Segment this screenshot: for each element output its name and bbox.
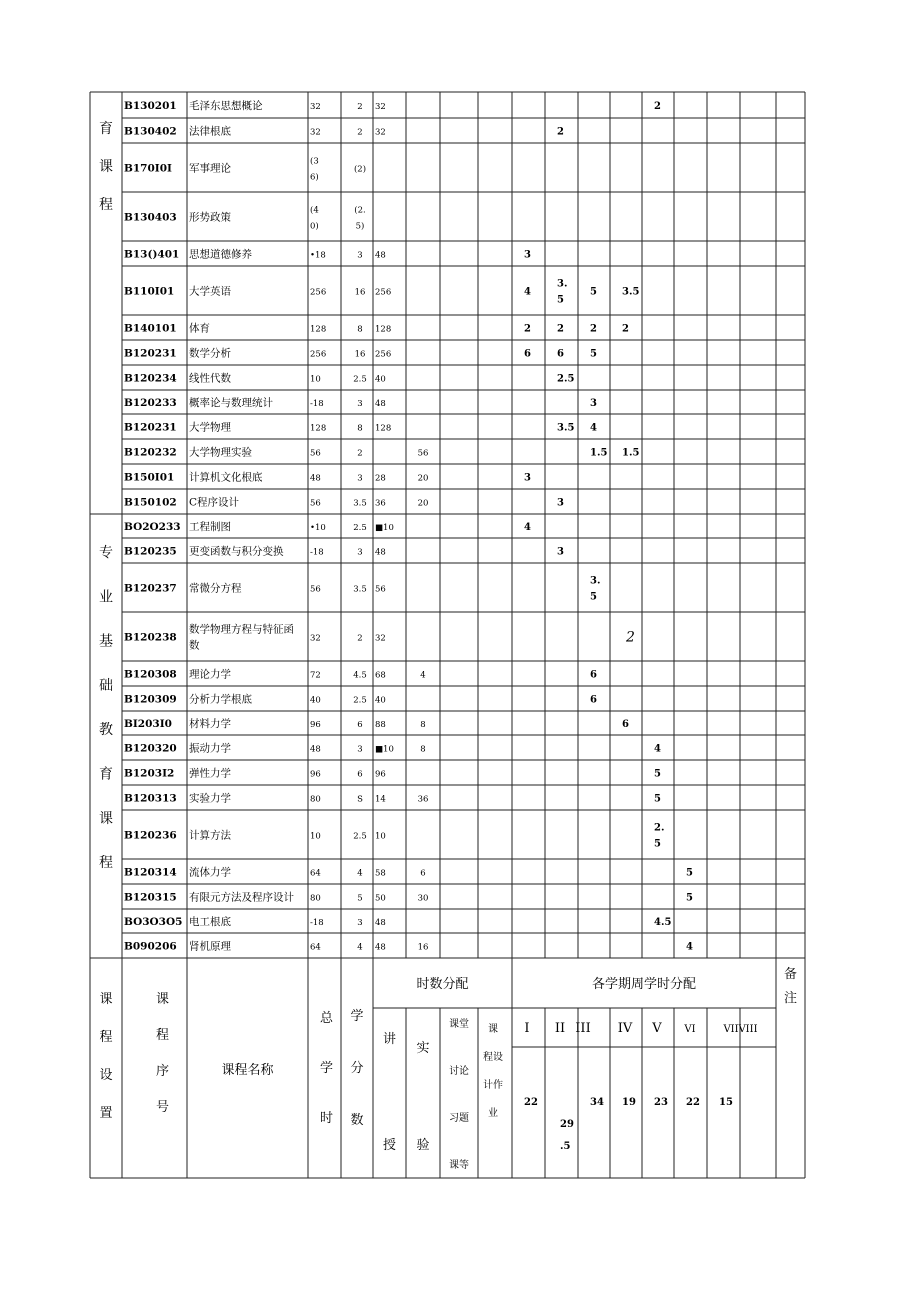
lecture-hours: 10	[375, 831, 386, 842]
total-hours: 6)	[310, 172, 319, 183]
total-hours: 56	[310, 498, 321, 509]
credits: 2.5	[353, 695, 367, 706]
course-code: B140101	[124, 322, 177, 335]
lecture-hours: 256	[375, 349, 392, 360]
semester-weeks: 22	[524, 1097, 538, 1108]
header-design-text: 程设	[483, 1052, 503, 1063]
header-design-text: 计作	[483, 1080, 503, 1091]
semester-hours: 3	[524, 249, 531, 261]
semester-hours: 2	[622, 323, 629, 335]
lecture-hours: 48	[375, 399, 386, 409]
semester-hours: 2	[557, 323, 564, 335]
section-label-char: 程	[99, 855, 113, 872]
lecture-hours: 32	[375, 127, 386, 138]
lab-hours: 16	[417, 942, 429, 953]
course-name: 计算方法	[189, 829, 231, 842]
total-hours: 128	[310, 324, 327, 335]
lecture-hours: 48	[375, 942, 386, 953]
total-hours: 32	[310, 102, 321, 112]
credits: 2	[357, 633, 363, 644]
lecture-hours: 36	[375, 498, 386, 509]
total-hours: 48	[310, 744, 321, 755]
header-design-text: 课	[488, 1024, 498, 1035]
semester-hours: 6	[557, 348, 564, 360]
credits: 3	[357, 250, 363, 261]
semester-hours: 5	[654, 838, 661, 850]
course-name: 理论力学	[189, 668, 231, 681]
total-hours: 56	[310, 448, 321, 459]
credits: 4.5	[353, 670, 367, 681]
total-hours: 32	[310, 127, 321, 138]
credits: 3	[357, 399, 363, 409]
lecture-hours: 28	[375, 473, 386, 484]
header-discussion-text: 课堂	[449, 1019, 469, 1030]
credits: 16	[354, 287, 366, 298]
header-total-hours-char: 学	[319, 1061, 334, 1076]
semester-hours: 4	[590, 422, 597, 434]
header-design-text: 业	[488, 1108, 498, 1119]
semester-hours: 4	[524, 286, 531, 298]
section-label-char: 业	[99, 589, 113, 606]
lecture-hours: 40	[375, 374, 386, 385]
semester-label: III	[575, 1021, 591, 1036]
credits: 2	[357, 127, 363, 138]
semester-label: VIII	[738, 1024, 758, 1035]
course-code: BO3O3O5	[124, 916, 183, 928]
course-code: B120237	[124, 582, 177, 595]
section-label-char: 础	[99, 677, 113, 694]
lecture-hours: 128	[375, 324, 392, 335]
semester-hours: 5	[590, 591, 597, 603]
total-hours: 10	[310, 374, 321, 385]
course-name: 有限元方法及程序设计	[189, 891, 294, 904]
course-name: 分析力学根底	[189, 693, 252, 706]
section-label-char: 课	[99, 810, 113, 827]
semester-hours: 6	[622, 719, 629, 730]
header-setting-char: 设	[99, 1068, 113, 1083]
header-name: 课程名称	[221, 1063, 274, 1078]
credits: 4	[357, 868, 363, 879]
header-code-char: 号	[155, 1100, 170, 1115]
credits: 2.5	[353, 374, 367, 385]
course-code: B120309	[124, 693, 177, 706]
semester-hours: 4.5	[654, 917, 672, 928]
course-name: 毛泽东思想概论	[189, 100, 263, 112]
course-code: B130201	[124, 100, 177, 112]
credits: (2)	[353, 164, 367, 175]
course-name: 振动力学	[189, 742, 231, 755]
semester-hours: 3	[557, 497, 564, 509]
lecture-hours: 68	[375, 670, 386, 681]
header-discussion-text: 课等	[449, 1160, 469, 1171]
semester-hours: 3.5	[557, 422, 575, 434]
course-code: B130402	[124, 125, 177, 138]
total-hours: 10	[310, 831, 321, 842]
lab-hours: 36	[417, 794, 429, 805]
header-total-hours-char: 时	[319, 1111, 334, 1126]
semester-hours: 5	[557, 294, 564, 306]
course-name: 工程制图	[189, 521, 231, 533]
course-name: 材料力学	[189, 718, 231, 730]
semester-hours: 3.	[557, 278, 568, 290]
course-name: 常微分方程	[189, 582, 242, 595]
lecture-hours: 32	[375, 633, 386, 644]
credits: 6	[357, 720, 363, 730]
section-label-char: 基	[99, 633, 113, 650]
lecture-hours: 32	[375, 102, 386, 112]
course-code: B130403	[124, 211, 177, 224]
course-code: B110I01	[124, 285, 175, 298]
total-hours: 96	[310, 720, 321, 730]
semester-weeks: 22	[686, 1097, 700, 1108]
total-hours: 0)	[310, 221, 319, 232]
header-code-char: 程	[155, 1028, 170, 1043]
course-code: B120232	[124, 446, 177, 459]
total-hours: •10	[310, 523, 326, 533]
course-code: B090206	[124, 940, 177, 953]
course-code: BI203I0	[124, 718, 172, 730]
lecture-hours: 96	[375, 769, 386, 780]
credits: 3	[357, 744, 363, 755]
lecture-hours: 256	[375, 287, 392, 298]
credits: 4	[357, 942, 363, 953]
course-code: B150102	[124, 496, 177, 509]
credits: 5)	[355, 221, 365, 232]
credits: 3	[357, 918, 363, 928]
course-code: B120234	[124, 372, 177, 385]
course-code: B120308	[124, 668, 177, 681]
lecture-hours: 56	[375, 584, 386, 595]
header-setting-char: 置	[99, 1106, 113, 1121]
header-credits-char: 学	[350, 1009, 364, 1024]
course-name: 数	[189, 639, 200, 652]
lecture-hours: 48	[375, 250, 386, 261]
semester-weeks: 29	[560, 1119, 574, 1130]
course-name: 大学物理实验	[189, 446, 252, 459]
semester-weeks: .5	[560, 1141, 571, 1152]
course-code: B120313	[124, 792, 177, 805]
total-hours: -18	[310, 399, 324, 409]
semester-hours: 6	[590, 694, 597, 706]
header-code-char: 课	[155, 992, 170, 1007]
lecture-hours: 50	[375, 893, 386, 904]
lecture-hours: 128	[375, 423, 392, 434]
course-code: B120235	[124, 545, 177, 558]
total-hours: 96	[310, 769, 321, 780]
semester-hours: 1.5	[590, 447, 608, 459]
header-hour-distribution: 时数分配	[416, 977, 469, 992]
semester-label: IV	[617, 1021, 633, 1036]
lab-hours: 4	[420, 670, 426, 681]
course-code: BO2O233	[124, 521, 181, 533]
section-label-char: 专	[99, 545, 113, 561]
header-discussion-text: 讨论	[449, 1066, 469, 1077]
header-total-hours-char: 总	[319, 1011, 334, 1026]
total-hours: 80	[310, 893, 321, 904]
course-name: C程序设计	[189, 496, 240, 509]
semester-hours: 5	[686, 892, 693, 904]
section-label-char: 课	[99, 159, 113, 175]
semester-weeks: 19	[622, 1097, 636, 1108]
total-hours: 256	[310, 349, 327, 360]
course-code: B120238	[124, 631, 177, 644]
course-code: B120231	[124, 421, 177, 434]
total-hours: 128	[310, 423, 327, 434]
credits: 3	[357, 547, 363, 558]
semester-hours: 2	[654, 101, 661, 112]
semester-label: I	[524, 1021, 530, 1036]
semester-hours: 2	[590, 323, 597, 335]
credits: 2	[357, 448, 363, 459]
credits: 8	[357, 324, 363, 335]
total-hours: 40	[310, 695, 321, 706]
semester-hours: 3	[524, 472, 531, 484]
lab-hours: 20	[417, 473, 429, 484]
course-code: B120233	[124, 397, 177, 409]
course-name: 形势政策	[189, 211, 231, 224]
semester-hours: 3.	[590, 575, 601, 587]
course-name: 更变函数与积分变换	[189, 545, 284, 558]
total-hours: (3	[310, 156, 319, 167]
course-code: B13()401	[124, 248, 180, 261]
semester-hours: 2	[626, 629, 635, 646]
section-label-char: 育	[99, 766, 113, 783]
credits: (2.	[354, 205, 366, 216]
header-discussion-text: 习题	[449, 1113, 469, 1124]
total-hours: 64	[310, 868, 321, 879]
section-label-char: 教	[99, 722, 113, 739]
semester-hours: 4	[654, 743, 661, 755]
course-name: 法律根底	[189, 125, 231, 138]
credits: 2	[357, 102, 363, 112]
semester-hours: 2	[524, 323, 531, 335]
credits: 3.5	[353, 498, 367, 509]
header-remarks-char: 注	[783, 991, 798, 1006]
course-code: B120315	[124, 891, 177, 904]
course-code: B120231	[124, 347, 177, 360]
semester-hours: 5	[590, 348, 597, 360]
semester-hours: 5	[654, 768, 661, 780]
course-name: 肾机原理	[189, 940, 231, 953]
lecture-hours: 48	[375, 918, 386, 928]
course-name: 体育	[189, 322, 210, 335]
course-name: 流体力学	[189, 866, 231, 879]
semester-hours: 5	[590, 286, 597, 298]
credits: S	[357, 794, 363, 805]
course-name: 计算机文化根底	[189, 471, 263, 484]
semester-hours: 3	[557, 546, 564, 558]
header-lecture-char: 讲	[382, 1032, 397, 1047]
course-name: 大学物理	[189, 421, 231, 434]
lecture-hours: ■10	[375, 744, 394, 755]
total-hours: -18	[310, 918, 324, 928]
header-setting-char: 程	[99, 1030, 113, 1045]
lab-hours: 56	[417, 448, 429, 459]
header-semester-distribution: 各学期周学时分配	[591, 977, 697, 992]
semester-hours: 1.5	[622, 447, 640, 459]
credits: 16	[354, 349, 366, 360]
semester-weeks: 15	[719, 1097, 733, 1108]
lecture-hours: 48	[375, 547, 386, 558]
semester-hours: 5	[686, 867, 693, 879]
header-code-char: 序	[155, 1064, 170, 1079]
course-name: 线性代数	[189, 372, 231, 385]
semester-hours: 4	[524, 522, 531, 533]
course-code: B120314	[124, 866, 177, 879]
semester-weeks: 23	[654, 1097, 668, 1108]
course-name: 数学物理方程与特征函	[189, 623, 294, 636]
course-code: B150I01	[124, 471, 175, 484]
lab-hours: 30	[417, 893, 429, 904]
lecture-hours: ■10	[375, 523, 394, 533]
credits: 8	[357, 423, 363, 434]
total-hours: 64	[310, 942, 321, 953]
credits: 3.5	[353, 584, 367, 595]
course-name: 军事理论	[189, 162, 231, 175]
semester-weeks: 34	[590, 1097, 604, 1108]
course-code: B170I0I	[124, 162, 172, 175]
course-code: B120236	[124, 829, 177, 842]
total-hours: (4	[310, 205, 319, 216]
lecture-hours: 58	[375, 868, 386, 879]
section-label-char: 育	[99, 121, 113, 137]
course-name: 大学英语	[189, 285, 231, 298]
lecture-hours: 14	[375, 794, 386, 805]
header-lecture-char: 授	[382, 1138, 397, 1153]
credits: 5	[357, 893, 363, 904]
total-hours: 72	[310, 670, 321, 681]
credits: 2.5	[353, 831, 367, 842]
course-name: 思想道德修养	[189, 248, 252, 261]
total-hours: 48	[310, 473, 321, 484]
total-hours: 80	[310, 794, 321, 805]
semester-hours: 6	[590, 669, 597, 681]
lab-hours: 6	[420, 868, 426, 879]
lab-hours: 8	[420, 744, 426, 755]
semester-label: VII	[723, 1024, 739, 1035]
lab-hours: 20	[417, 498, 429, 509]
course-name: 概率论与数理统计	[189, 397, 273, 409]
section-label-char: 程	[99, 197, 113, 213]
total-hours: -18	[310, 547, 324, 558]
total-hours: 32	[310, 633, 321, 644]
header-lab-char: 实	[416, 1041, 430, 1056]
course-code: B1203I2	[124, 767, 175, 780]
lecture-hours: 88	[375, 720, 386, 730]
header-remarks-char: 备	[783, 967, 798, 982]
header-credits-char: 数	[350, 1113, 364, 1128]
semester-label: II	[554, 1021, 566, 1036]
lab-hours: 8	[420, 720, 426, 730]
total-hours: 256	[310, 287, 327, 298]
course-name: 弹性力学	[189, 767, 231, 780]
semester-hours: 4	[686, 941, 693, 953]
semester-label: VI	[684, 1024, 696, 1035]
header-setting-char: 课	[99, 992, 113, 1007]
semester-hours: 6	[524, 348, 531, 360]
semester-hours: 3	[590, 398, 597, 409]
semester-hours: 5	[654, 793, 661, 805]
course-name: 实验力学	[189, 792, 231, 805]
header-credits-char: 分	[350, 1061, 364, 1076]
header-lab-char: 验	[416, 1138, 430, 1153]
semester-label: V	[652, 1021, 662, 1036]
total-hours: 56	[310, 584, 321, 595]
semester-hours: 3.5	[622, 286, 640, 298]
semester-hours: 2.5	[557, 373, 575, 385]
credits: 3	[357, 473, 363, 484]
semester-hours: 2.	[654, 822, 665, 834]
semester-hours: 2	[557, 126, 564, 138]
course-code: B120320	[124, 742, 177, 755]
lecture-hours: 40	[375, 695, 386, 706]
course-name: 数学分析	[189, 347, 231, 360]
credits: 2.5	[353, 523, 367, 533]
credits: 6	[357, 769, 363, 780]
total-hours: •18	[310, 250, 326, 261]
course-name: 电工根底	[189, 916, 231, 928]
